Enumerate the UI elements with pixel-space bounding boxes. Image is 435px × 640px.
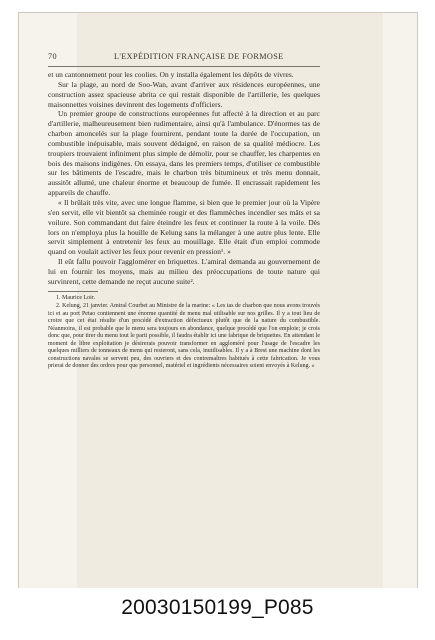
footnote-separator <box>48 291 98 292</box>
paragraph: Sur la plage, au nord de Soo-Wan, avant d'arriver aux résidences européennes, une construction assez spacieuse abrita ce qui restait disponible de l'artillerie, les quelques maisonnettes voisines devinrent des logements d'officiers. <box>48 79 320 109</box>
paragraph: Un premier groupe de constructions européennes fut affecté à la direction et au parc d'artillerie, malheureusement bien rudimentaire, ainsi qu'à l'ambulance. D'énormes tas de charbon amoncelés sur la plage fournirent, pendant toute la durée de l'occupation, un combustible inépuisable, mais souvent dédaigné, en raison de sa qualité médiocre. Les troupiers trouvaient infiniment plus simple de démolir, pour se chauffer, les charpentes en bois des maisons indigènes. On essaya, dans les premiers temps, d'utiliser ce combustible sur les bâtiments de l'escadre, mais le charbon très bitumineux et très menu donnait, aussitôt allumé, une chaleur énorme et beaucoup de fumée. Il encrassait rapidement les appareils de chauffe. <box>48 109 320 198</box>
paragraph: « Il brûlait très vite, avec une longue flamme, si bien que le premier jour où la Vipère s'en servit, elle vit bientôt sa cheminée rougir et des flammèches incendier ses mâts et sa voilure. Son commandant dut faire éteindre les feux et continuer la route à la voile. Dès lors on n'employa plus la houille de Kelung sans la mélanger à une autre plus lente. Elle servit simplement à entretenir les feux au mouillage. Elle était d'un emploi commode quand on voulait activer les feux pour revenir en pression¹. » <box>48 197 320 257</box>
paragraph: et un cantonnement pour les coolies. On y installa également les dépôts de vivres. <box>48 70 294 79</box>
running-head <box>48 52 320 61</box>
footnote: 1. Maurice Loir. <box>56 294 96 301</box>
running-title: L'EXPÉDITION FRANÇAISE DE FORMOSE <box>114 52 284 61</box>
page-content <box>48 52 320 371</box>
paragraph: Il eût fallu pouvoir l'agglomérer en briquettes. L'amiral demanda au gouvernement de lui en fournir les moyens, mais au milieu des préoccupations de toute nature qui survinrent, cette demande ne reçut aucune suite². <box>48 257 320 286</box>
footnote: 2. Kelung, 21 janvier. Amiral Courbet au Ministre de la marine: « Les tas de charbon que nous avons trouvés ici et au port Petao contiennent une énorme quantité de menu mal utilisable sur nos grilles. Il y a tout lieu de croire que cet état résulte d'un procédé d'extraction défectueux plutôt que de la nature du combustible. Néanmoins, il est probable que le menu sera toujours en abondance, quelque procédé que l'on emploie; je crois donc que, pour tirer du menu tout le parti possible, il faudra établir ici une fabrique de briquettes. En attendant le moment de libre exploitation je désirerais pouvoir transformer en aggloméré pour l'usage de l'escadre les quelques milliers de tonneaux de menu qui resteront, sans cela, inutilisables. Il y a à Brest une machine dont les constructions navales se servent peu, des ouvriers et des contremaîtres habitués à cette fabrication. Je vous prierai de donner des ordres pour que personnel, matériel et ingrédients nécessaires soient envoyés à Kelung. » <box>48 303 320 370</box>
page-number: 70 <box>48 52 57 61</box>
header-rule <box>48 66 320 67</box>
body-text <box>48 70 320 287</box>
page-id-label: 20030150199_P085 <box>121 596 314 619</box>
